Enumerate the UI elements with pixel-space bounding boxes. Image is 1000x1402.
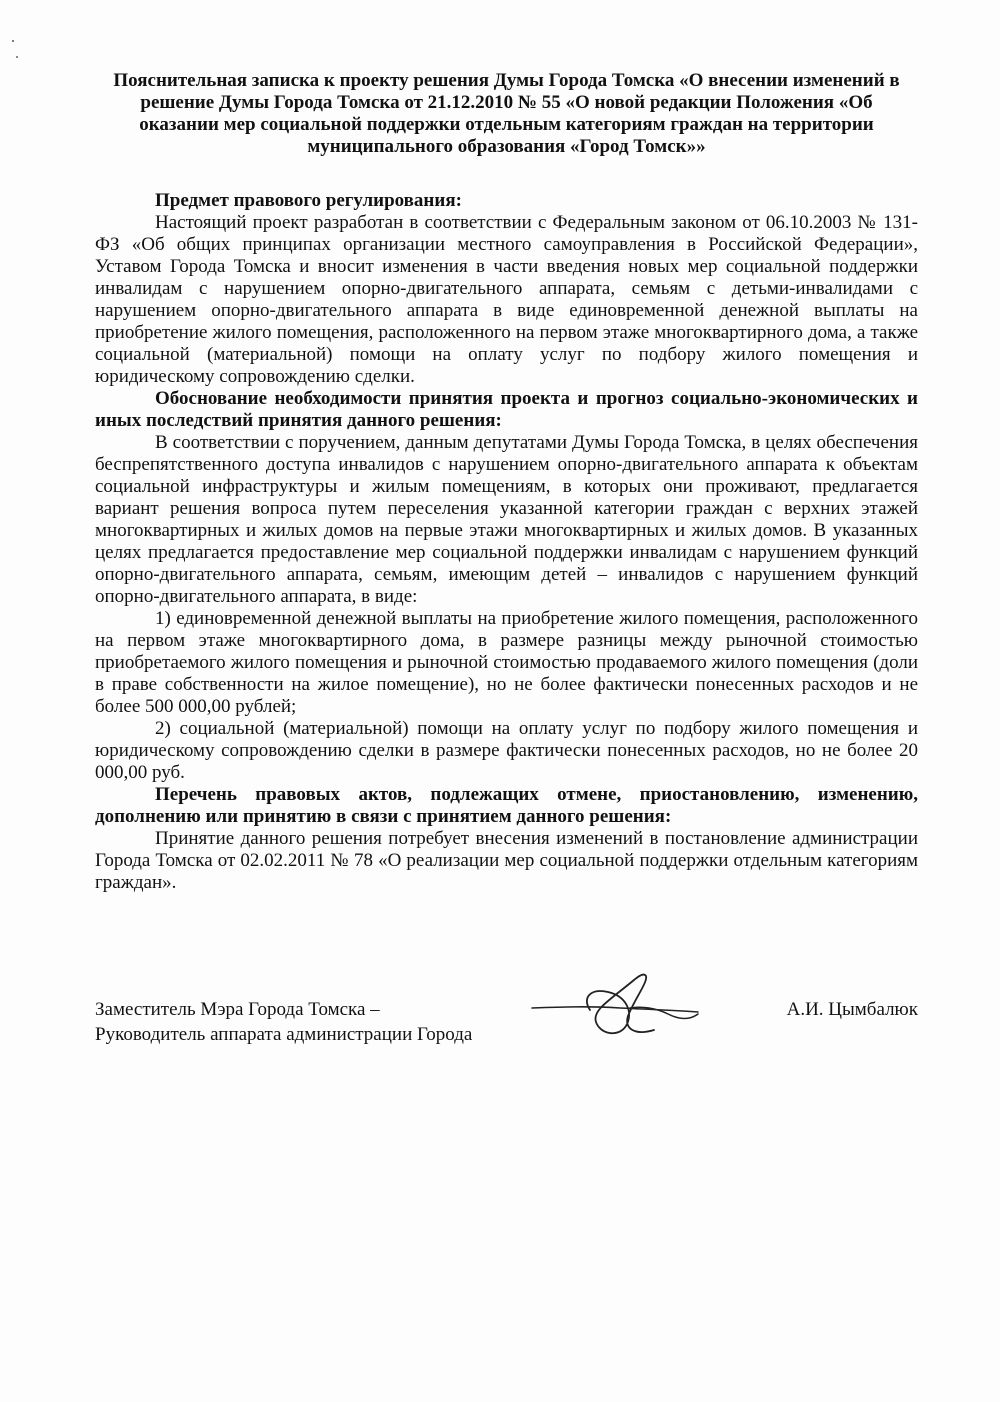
section-heading-justification: Обоснование необходимости принятия проекта и прогноз социально-экономических и иных последствий принятия данного решения: [95,388,918,431]
scan-specks [8,38,20,62]
section-text-justification: В соответствии с поручением, данным депутатами Думы Города Томска, в целях обеспечения беспрепятственного доступа инвалидов с нарушением опорно-двигательного аппарата к объектам социальной инфраструктуры и жилым помещениям, в которых они проживают, предлагается вариант решения вопроса путем переселения указанной категории граждан с верхних этажей многоквартирных и жилых домов на первые этажи многоквартирных и жилых домов. В указанных целях предлагается предоставление мер социальной поддержки инвалидам с нарушением функций опорно-двигательного аппарата, семьям, имеющим детей – инвалидов с нарушением функций опорно-двигательного аппарата, в виде: [95,432,918,607]
handwritten-signature [530,970,700,1045]
section-heading-legal-acts: Перечень правовых актов, подлежащих отмене, приостановлению, изменению, дополнению или принятию в связи с принятием данного решения: [95,784,918,827]
document-body [95,70,918,894]
position-line-2: Руководитель аппарата администрации Города [95,1024,473,1045]
signatory-position [95,997,515,1047]
section-heading-subject: Предмет правового регулирования: [155,190,462,211]
signatory-name: А.И. Цымбалюк [786,999,918,1020]
section-text-legal-acts: Принятие данного решения потребует внесения изменений в постановление администрации Города Томска от 02.02.2011 № 78 «О реализации мер социальной поддержки отдельным категориям граждан». [95,828,918,893]
list-item-social-assistance: 2) социальной (материальной) помощи на оплату услуг по подбору жилого помещения и юридическому сопровождению сделки в размере фактически понесенных расходов, но не более 20 000,00 руб. [95,718,918,783]
signature-block [95,997,918,1057]
document-title: Пояснительная записка к проекту решения Думы Города Томска «О внесении изменений в решение Думы Города Томска от 21.12.2010 № 55 «О новой редакции Положения «Об оказании мер социальной поддержки отдельным категориям граждан на территории муниципального образования «Город Томск»» [113,70,900,157]
list-item-lump-sum-payment: 1) единовременной денежной выплаты на приобретение жилого помещения, расположенного на первом этаже многоквартирного дома, в размере разницы между рыночной стоимостью приобретаемого жилого помещения и рыночной стоимостью продаваемого жилого помещения (доли в праве собственности на жилое помещение), но не более фактически понесенных расходов и не более 500 000,00 рублей; [95,608,918,717]
position-line-1: Заместитель Мэра Города Томска – [95,999,380,1020]
section-text-subject: Настоящий проект разработан в соответствии с Федеральным законом от 06.10.2003 № 131-ФЗ «Об общих принципах организации местного самоуправления в Российской Федерации», Уставом Города Томска и вносит изменения в части введения новых мер социальной поддержки инвалидам с нарушением опорно-двигательного аппарата, семьям с детьми-инвалидами с нарушением опорно-двигательного аппарата в виде единовременной денежной выплаты на приобретение жилого помещения, расположенного на первом этаже многоквартирного дома, а также социальной (материальной) помощи на оплату услуг по подбору жилого помещения и юридическому сопровождению сделки. [95,212,918,387]
